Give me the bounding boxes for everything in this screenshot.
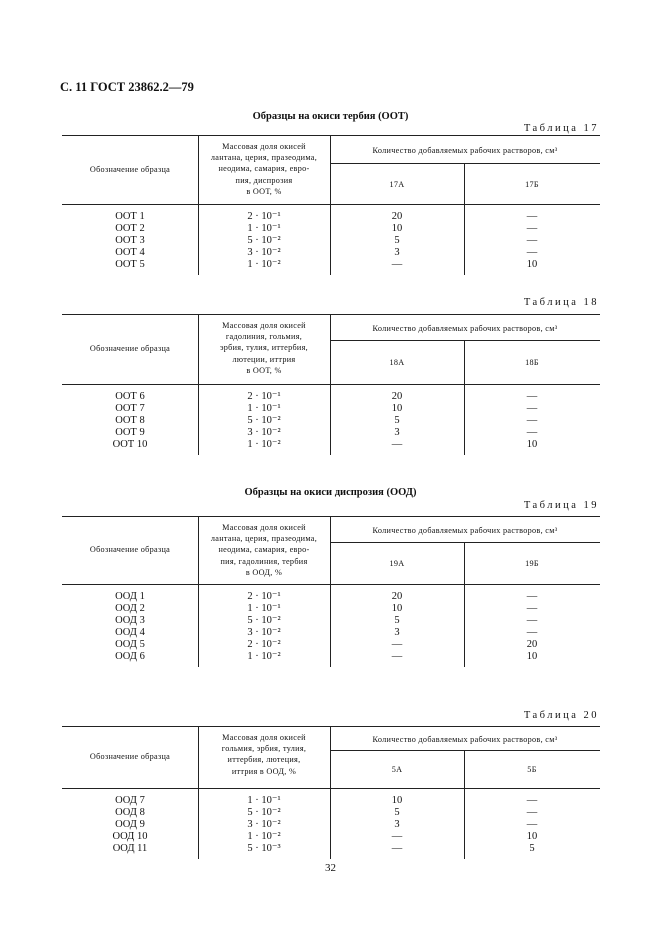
table-label: Таблица 19 xyxy=(523,500,599,511)
cell-mass-fraction: 5 · 10⁻³ xyxy=(247,843,281,854)
cell-sample: ООД 6 xyxy=(115,651,145,662)
cell-solution-b: — xyxy=(526,223,538,234)
cell-solution-a: 20 xyxy=(391,591,403,602)
header-mass-line: Массовая доля окисей xyxy=(222,523,306,532)
cell-solution-b: — xyxy=(526,391,538,402)
cell-solution-b: — xyxy=(526,235,538,246)
cell-mass-fraction: 2 · 10⁻¹ xyxy=(247,211,281,222)
table-row xyxy=(62,639,600,651)
cell-solution-a: — xyxy=(391,439,403,450)
header-solutions: Количество добавляемых рабочих растворов, см³ xyxy=(372,324,558,333)
table-row xyxy=(62,843,600,855)
cell-solution-a: — xyxy=(391,259,403,270)
table-subheader-rule xyxy=(330,750,600,751)
cell-solution-a: 5 xyxy=(394,807,400,818)
header-col-b: 18Б xyxy=(525,358,539,367)
cell-solution-b: — xyxy=(526,415,538,426)
cell-mass-fraction: 2 · 10⁻¹ xyxy=(247,391,281,402)
table-row xyxy=(62,591,600,603)
cell-mass-fraction: 2 · 10⁻² xyxy=(247,639,281,650)
table-subheader-rule xyxy=(330,340,600,341)
cell-mass-fraction: 3 · 10⁻² xyxy=(247,819,281,830)
cell-solution-b: — xyxy=(526,819,538,830)
cell-mass-fraction: 1 · 10⁻² xyxy=(247,259,281,270)
cell-sample: ООТ 2 xyxy=(115,223,145,234)
table-row xyxy=(62,391,600,403)
table-row xyxy=(62,795,600,807)
cell-mass-fraction: 3 · 10⁻² xyxy=(247,427,281,438)
header-sample: Обозначение образца xyxy=(89,752,171,761)
table-row xyxy=(62,439,600,451)
cell-mass-fraction: 1 · 10⁻¹ xyxy=(247,403,281,414)
data-table xyxy=(62,135,600,275)
cell-sample: ООТ 10 xyxy=(112,439,148,450)
table-row xyxy=(62,831,600,843)
header-mass-line: Массовая доля окисей xyxy=(222,733,306,742)
cell-sample: ООТ 1 xyxy=(115,211,145,222)
cell-mass-fraction: 1 · 10⁻² xyxy=(247,831,281,842)
table-row xyxy=(62,427,600,439)
data-table xyxy=(62,726,600,859)
header-mass-line: гольмия, эрбия, тулия, xyxy=(221,744,307,754)
section-title-oot: Образцы на окиси тербия (ООТ) xyxy=(252,111,409,122)
cell-solution-b: 10 xyxy=(526,259,538,270)
header-mass-fraction xyxy=(198,320,330,376)
cell-solution-a: 3 xyxy=(394,427,400,438)
cell-sample: ООТ 8 xyxy=(115,415,145,426)
cell-solution-b: — xyxy=(526,403,538,414)
cell-solution-b: — xyxy=(526,627,538,638)
header-mass-line: в ООТ, % xyxy=(246,365,282,375)
header-col-b: 5Б xyxy=(527,765,537,774)
header-solutions: Количество добавляемых рабочих растворов, см³ xyxy=(372,526,558,535)
cell-solution-b: — xyxy=(526,247,538,258)
cell-solution-a: — xyxy=(391,651,403,662)
header-mass-line: неодима, самария, евро- xyxy=(218,545,310,555)
cell-solution-a: — xyxy=(391,639,403,650)
header-solutions: Количество добавляемых рабочих растворов, см³ xyxy=(372,735,558,744)
cell-sample: ООД 7 xyxy=(115,795,145,806)
header-col-a: 17А xyxy=(389,179,405,189)
header-mass-line: лантана, церия, празеодима, xyxy=(210,534,318,544)
table-row xyxy=(62,211,600,223)
cell-sample: ООТ 9 xyxy=(115,427,145,438)
cell-sample: ООД 1 xyxy=(115,591,145,602)
data-table xyxy=(62,314,600,455)
table-row xyxy=(62,651,600,663)
header-col-a: 18А xyxy=(389,358,405,367)
cell-sample: ООД 10 xyxy=(112,831,148,842)
header-sample: Обозначение образца xyxy=(89,545,171,554)
table-row xyxy=(62,819,600,831)
table-row xyxy=(62,415,600,427)
cell-solution-a: 5 xyxy=(394,615,400,626)
table-header-rule xyxy=(62,584,600,585)
cell-solution-b: — xyxy=(526,603,538,614)
table-row xyxy=(62,259,600,271)
header-mass-line: неодима, самария, евро- xyxy=(218,164,310,174)
page-number: 32 xyxy=(325,862,336,874)
table-top-rule xyxy=(62,726,600,727)
cell-solution-a: 3 xyxy=(394,627,400,638)
cell-sample: ООД 5 xyxy=(115,639,145,650)
table-row xyxy=(62,223,600,235)
header-solutions: Количество добавляемых рабочих растворов, см³ xyxy=(372,146,558,155)
cell-solution-b: — xyxy=(526,427,538,438)
cell-solution-b: 10 xyxy=(526,439,538,450)
cell-solution-a: 20 xyxy=(391,211,403,222)
cell-sample: ООД 11 xyxy=(112,843,148,854)
cell-solution-b: — xyxy=(526,591,538,602)
data-table xyxy=(62,516,600,667)
cell-mass-fraction: 5 · 10⁻² xyxy=(247,235,281,246)
cell-solution-b: 20 xyxy=(526,639,538,650)
header-col-b: 17Б xyxy=(525,179,539,189)
header-mass-line: в ООТ, % xyxy=(246,186,282,196)
cell-sample: ООТ 4 xyxy=(115,247,145,258)
cell-mass-fraction: 1 · 10⁻² xyxy=(247,651,281,662)
cell-solution-b: — xyxy=(526,615,538,626)
cell-sample: ООТ 5 xyxy=(115,259,145,270)
header-col-b: 19Б xyxy=(525,559,539,568)
cell-mass-fraction: 1 · 10⁻¹ xyxy=(247,795,281,806)
header-mass-line: Массовая доля окисей xyxy=(222,321,306,330)
cell-solution-b: — xyxy=(526,795,538,806)
table-row xyxy=(62,403,600,415)
table-row xyxy=(62,627,600,639)
cell-sample: ООТ 6 xyxy=(115,391,145,402)
cell-mass-fraction: 3 · 10⁻² xyxy=(247,627,281,638)
cell-solution-b: — xyxy=(526,211,538,222)
header-mass-line: гадолиния, гольмия, xyxy=(225,332,303,342)
cell-mass-fraction: 3 · 10⁻² xyxy=(247,247,281,258)
cell-mass-fraction: 1 · 10⁻² xyxy=(247,439,281,450)
table-header-rule xyxy=(62,788,600,789)
cell-mass-fraction: 5 · 10⁻² xyxy=(247,807,281,818)
cell-solution-a: — xyxy=(391,831,403,842)
cell-sample: ООТ 3 xyxy=(115,235,145,246)
cell-mass-fraction: 5 · 10⁻² xyxy=(247,615,281,626)
cell-sample: ООД 2 xyxy=(115,603,145,614)
cell-solution-a: 5 xyxy=(394,235,400,246)
header-col-a: 19А xyxy=(389,559,405,568)
header-mass-line: Массовая доля окисей xyxy=(222,142,306,151)
table-top-rule xyxy=(62,516,600,517)
cell-solution-a: 10 xyxy=(391,403,403,414)
header-mass-fraction xyxy=(198,522,330,578)
table-header-rule xyxy=(62,204,600,205)
header-col-a: 5А xyxy=(391,765,403,774)
cell-mass-fraction: 2 · 10⁻¹ xyxy=(247,591,281,602)
table-label: Таблица 17 xyxy=(523,123,599,134)
header-mass-line: иттрия в ООД, % xyxy=(231,766,297,776)
header-mass-fraction xyxy=(198,141,330,197)
cell-solution-b: 10 xyxy=(526,651,538,662)
table-top-rule xyxy=(62,314,600,315)
header-mass-line: лантана, церия, празеодима, xyxy=(210,153,318,163)
header-sample: Обозначение образца xyxy=(89,164,171,174)
table-subheader-rule xyxy=(330,542,600,543)
header-mass-line: пия, гадолиния, тербия xyxy=(220,556,308,566)
cell-mass-fraction: 1 · 10⁻¹ xyxy=(247,603,281,614)
header-mass-fraction xyxy=(198,732,330,777)
table-header-rule xyxy=(62,384,600,385)
table-row xyxy=(62,247,600,259)
table-row xyxy=(62,807,600,819)
header-mass-line: в ООД, % xyxy=(245,567,283,577)
header-mass-line: эрбия, тулия, иттербия, xyxy=(219,343,309,353)
table-row xyxy=(62,615,600,627)
cell-solution-a: 3 xyxy=(394,247,400,258)
cell-sample: ООД 4 xyxy=(115,627,145,638)
cell-mass-fraction: 1 · 10⁻¹ xyxy=(247,223,281,234)
section-title-ood: Образцы на окиси диспрозия (ООД) xyxy=(244,487,417,498)
table-top-rule xyxy=(62,135,600,136)
cell-solution-b: 5 xyxy=(529,843,535,854)
table-subheader-rule xyxy=(330,163,600,164)
cell-solution-a: 5 xyxy=(394,415,400,426)
cell-solution-a: 10 xyxy=(391,223,403,234)
cell-solution-a: 3 xyxy=(394,819,400,830)
cell-solution-a: 10 xyxy=(391,603,403,614)
cell-solution-a: 20 xyxy=(391,391,403,402)
table-row xyxy=(62,603,600,615)
cell-sample: ООД 9 xyxy=(115,819,145,830)
cell-mass-fraction: 5 · 10⁻² xyxy=(247,415,281,426)
cell-solution-a: — xyxy=(391,843,403,854)
cell-solution-a: 10 xyxy=(391,795,403,806)
cell-sample: ООТ 7 xyxy=(115,403,145,414)
table-row xyxy=(62,235,600,247)
cell-solution-b: — xyxy=(526,807,538,818)
cell-sample: ООД 8 xyxy=(115,807,145,818)
table-label: Таблица 20 xyxy=(523,710,599,721)
header-sample: Обозначение образца xyxy=(89,344,171,353)
table-label: Таблица 18 xyxy=(523,297,599,308)
header-mass-line: пия, диспрозия xyxy=(235,175,293,185)
header-mass-line: лютеции, иттрия xyxy=(232,354,296,364)
cell-sample: ООД 3 xyxy=(115,615,145,626)
page-header: С. 11 ГОСТ 23862.2—79 xyxy=(60,80,194,94)
header-mass-line: иттербия, лютеция, xyxy=(227,755,301,765)
cell-solution-b: 10 xyxy=(526,831,538,842)
